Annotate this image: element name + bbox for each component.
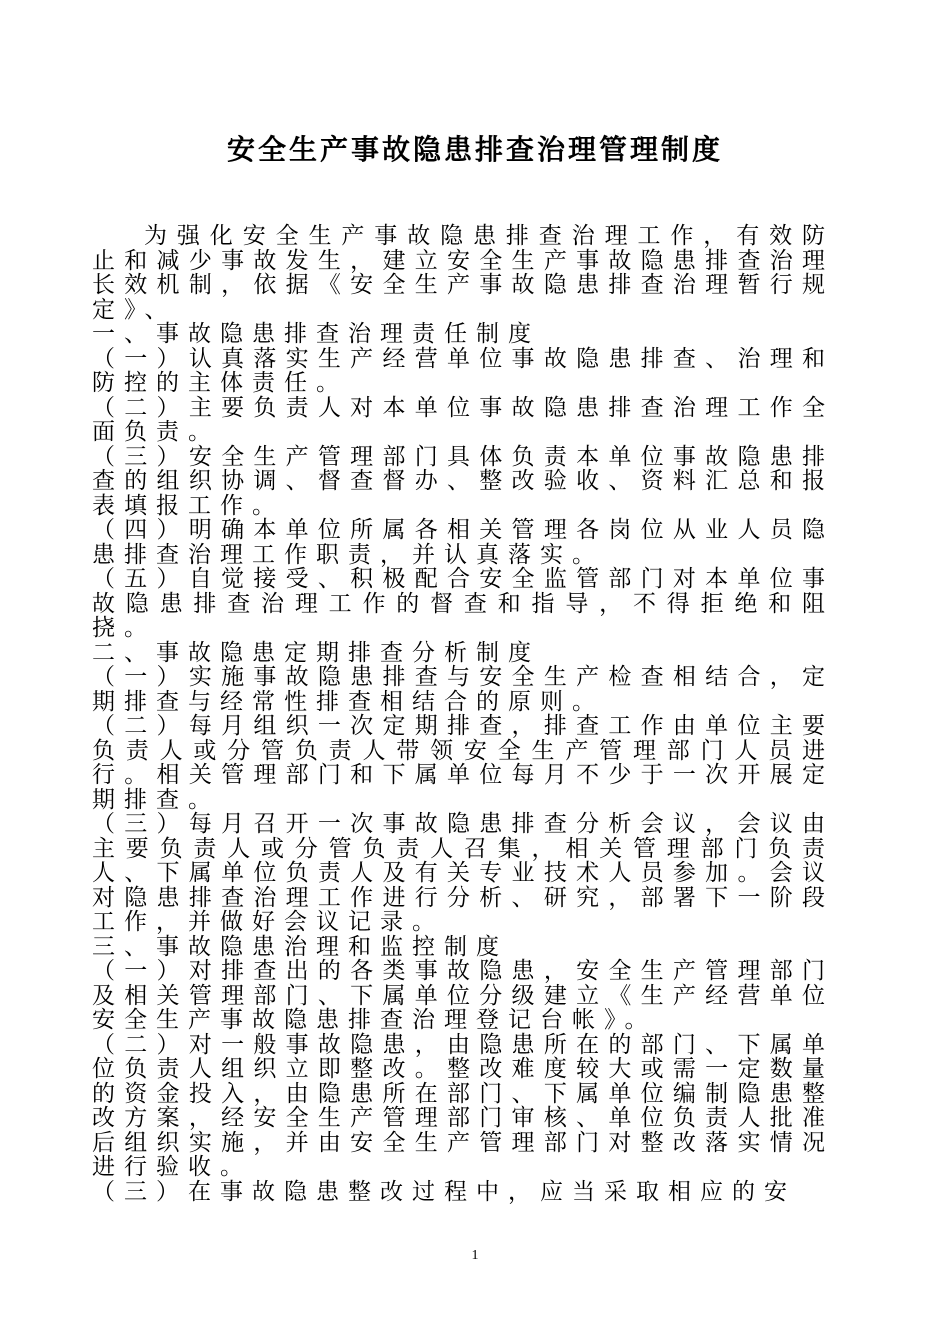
- section-3-item-1: （一）对排查出的各类事故隐患，安全生产管理部门及相关管理部门、下属单位分级建立《生产经营单位安全生产事故隐患排查治理登记台帐》。: [92, 958, 834, 1033]
- document-body: [92, 224, 834, 1204]
- section-1-item-5: （五）自觉接受、积极配合安全监管部门对本单位事故隐患排查治理工作的督查和指导，不得拒绝和阻挠。: [92, 566, 834, 641]
- section-2-item-3: （三）每月召开一次事故隐患排查分析会议，会议由主要负责人或分管负责人召集，相关管理部门负责人、下属单位负责人及有关专业技术人员参加。会议对隐患排查治理工作进行分析、研究，部署下一阶段工作，并做好会议记录。: [92, 811, 834, 935]
- section-1-item-1: （一）认真落实生产经营单位事故隐患排查、治理和防控的主体责任。: [92, 345, 834, 396]
- section-2-item-2: （二）每月组织一次定期排查，排查工作由单位主要负责人或分管负责人带领安全生产管理部门人员进行。相关管理部门和下属单位每月不少于一次开展定期排查。: [92, 713, 834, 813]
- section-heading-1: 一、事故隐患排查治理责任制度: [92, 321, 540, 347]
- document-title: 安全生产事故隐患排查治理管理制度: [226, 133, 723, 166]
- section-1-item-4: （四）明确本单位所属各相关管理各岗位从业人员隐患排查治理工作职责，并认真落实。: [92, 517, 834, 568]
- section-3-item-2: （二）对一般事故隐患，由隐患所在的部门、下属单位负责人组织立即整改。整改难度较大或需一定数量的资金投入，由隐患所在部门、下属单位编制隐患整改方案，经安全生产管理部门审核、单位负责人批准后组织实施，并由安全生产管理部门对整改落实情况进行验收。: [92, 1031, 834, 1180]
- section-heading-3: 三、事故隐患治理和监控制度: [92, 933, 508, 960]
- section-heading-2: 二、事故隐患定期排查分析制度: [92, 639, 540, 666]
- intro-paragraph: 为强化安全生产事故隐患排查治理工作，有效防止和减少事故发生，建立安全生产事故隐患排查治理长效机制，依据《安全生产事故隐患排查治理暂行规定》、: [92, 223, 834, 323]
- page-number: 1: [471, 1248, 479, 1263]
- section-1-item-2: （二）主要负责人对本单位事故隐患排查治理工作全面负责。: [92, 394, 834, 445]
- section-2-item-1: （一）实施事故隐患排查与安全生产检查相结合，定期排查与经常性排查相结合的原则。: [92, 664, 834, 715]
- section-1-item-3: （三）安全生产管理部门具体负责本单位事故隐患排查的组织协调、督查督办、整改验收、资料汇总和报表填报工作。: [92, 443, 834, 519]
- section-3-item-3: （三）在事故隐患整改过程中，应当采取相应的安: [92, 1178, 796, 1205]
